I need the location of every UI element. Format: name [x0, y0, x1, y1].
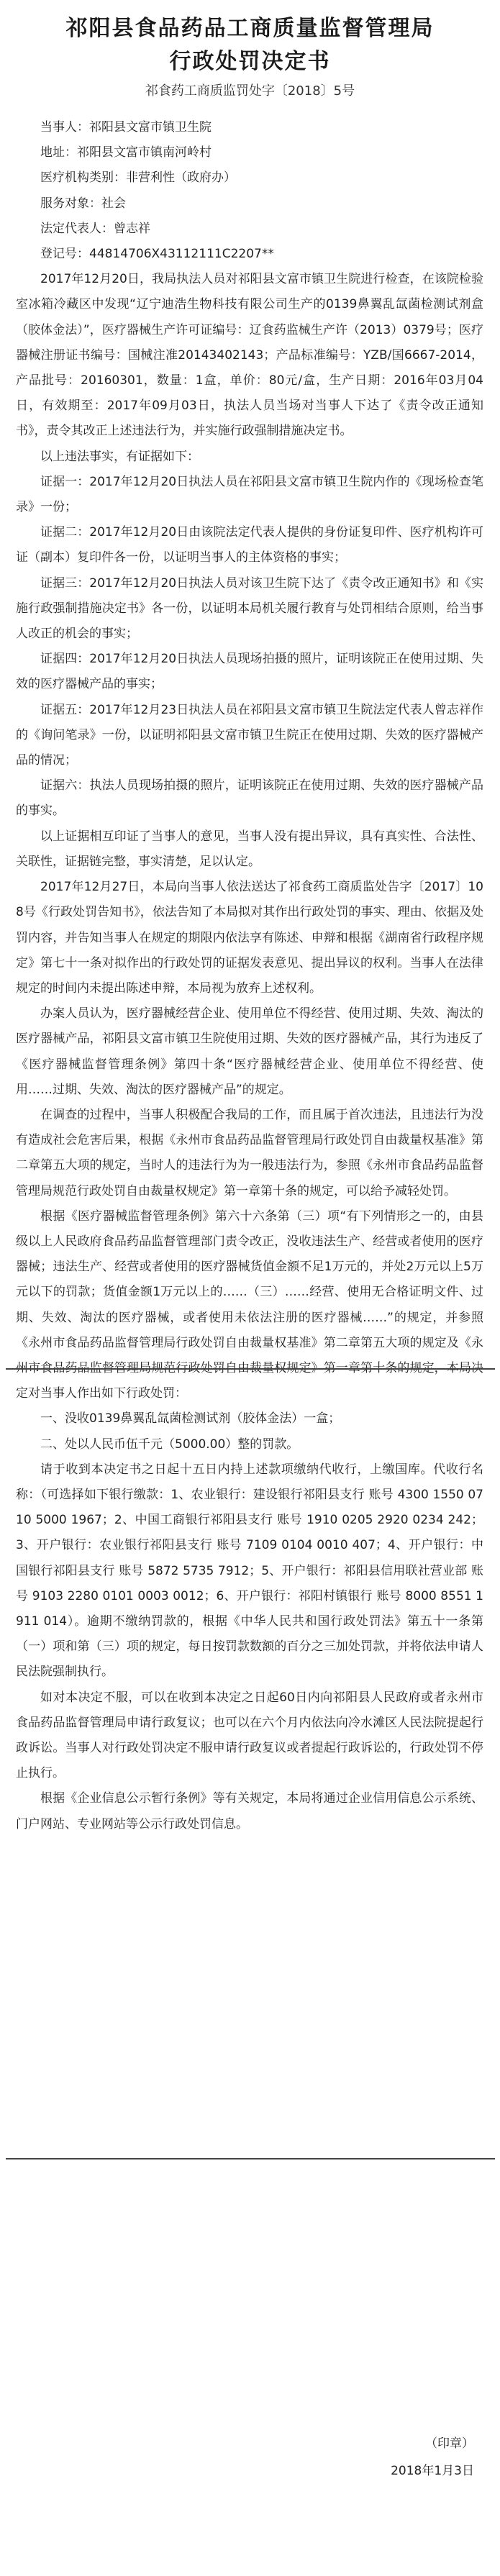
document-title-type: 行政处罚决定书: [169, 49, 331, 74]
evidence-intro: 以上违法事实，有证据如下：: [40, 449, 199, 464]
payment-paragraph: 请于收到本决定书之日起十五日内持上述款项缴纳代收行，上缴国库。代收行名称：（可选择如下银行缴款：1、农业银行：建设银行祁阳县支行 账号 4300 1550 0710 5000 1967；2、中国工商银行祁阳县支行 账号 1910 0205 2920 0234 242；3、开户银行：农业银行祁阳县支行 账号 7109 0104 0010 407；4、开户银行：中国银行祁阳县支行 账号 5872 5735 7912；5、开户银行：祁阳县信用联社营业部 账号 9103 2280 0101 0003 0012；6、开户银行：祁阳村镇银行 账号 8000 8551 1911 014）。逾期不缴纳罚款的，根据《中华人民共和国行政处罚法》第五十一条第（一）项和第（三）项的规定，每日按罚款数额的百分之三加处罚款，并将依法申请人民法院强制执行。: [16, 1462, 483, 1680]
legal-basis-paragraph: 根据《医疗器械监督管理条例》第六十六条第（三）项“有下列情形之一的，由县级以上人民政府食品药品监督管理部门责令改正，没收违法生产、经营或者使用的医疗器械；违法生产、经营或者使用的医疗器械货值金额不足1万元的，并处2万元以上5万元以下的罚款；货值金额1万元以上的……（三）……经营、使用无合格证明文件、过期、失效、淘汰的医疗器械，或者使用未依法注册的医疗器械……”的规定，并参照《永州市食品药品监督管理局行政处罚自由裁量权基准》第二章第五大项的规定及《永州市食品药品监督管理局规范行政处罚自由裁量权规定》第一章第十条的规定，本局决定对当事人作出如下行政处罚：: [16, 1209, 483, 1401]
analysis-paragraph-1: 办案人员认为，医疗器械经营企业、使用单位不得经营、使用过期、失效、淘汰的医疗器械产品，祁阳县文富市镇卫生院使用过期、失效的医疗器械产品，其行为违反了《医疗器械监督管理条例》第四十条“医疗器械经营企业、使用单位不得经营、使用……过期、失效、淘汰的医疗器械产品”的规定。: [16, 1006, 483, 1097]
evidence-5: 证据五：2017年12月23日执法人员在祁阳县文富市镇卫生院法定代表人曾志祥作的《询问笔录》一份，以证明祁阳县文富市镇卫生院正在使用过期、失效的医疗器械产品的情况；: [16, 702, 483, 768]
appeal-paragraph: 如对本决定不服，可以在收到本决定之日起60日内向祁阳县人民政府或者永州市食品药品监督管理局申请行政复议；也可以在六个月内依法向冷水滩区人民法院提起行政诉讼。当事人对行政处罚决定不服申请行政复议或者提起行政诉讼的，行政处罚不停止执行。: [16, 1690, 483, 1781]
penalty-item-2: 二、处以人民币伍千元（5000.00）整的罚款。: [40, 1437, 299, 1452]
procedure-paragraph: 2017年12月27日，本局向当事人依法送达了祁食药工商质监处告字〔2017〕108号《行政处罚告知书》，依法告知了本局拟对其作出行政处罚的事实、理由、依据及处罚内容，并告知当事人在规定的期限内依法享有陈述、申辩和根据《湖南省行政程序规定》第七十一条对拟作出的行政处罚的证据发表意见、提出异议的权利。当事人在法律规定的时间内未提出陈述申辩，本局视为放弃上述权利。: [16, 880, 483, 996]
evidence-2: 证据二：2017年12月20日由该院法定代表人提供的身份证复印件、医疗机构许可证（副本）复印件各一份，以证明当事人的主体资格的事实；: [16, 525, 483, 565]
party-category: 医疗机构类别：非营利性（政府办）: [40, 170, 236, 186]
penalty-item-1: 一、没收0139鼻翼乱氙菌检测试剂（胶体金法）一盒；: [40, 1411, 341, 1426]
document-number: 祁食药工商质监罚处字〔2018〕5号: [145, 83, 355, 99]
evidence-summary: 以上证据相互印证了当事人的意见，当事人没有提出异议，具有真实性、合法性、关联性，证据链完整，事实清楚，足以认定。: [16, 829, 483, 869]
party-service: 服务对象：社会: [40, 196, 126, 211]
party-reg-no: 登记号：44814706X43112111C2207**: [40, 247, 274, 262]
document-body: [16, 115, 483, 1837]
evidence-4: 证据四：2017年12月20日执法人员现场拍摄的照片，证明该院正在使用过期、失效的医疗器械产品的事实；: [16, 652, 483, 692]
party-address: 地址：祁阳县文富市镇南河岭村: [40, 145, 212, 160]
party-legal-rep: 法定代表人：曾志祥: [40, 221, 150, 236]
party-name: 当事人：祁阳县文富市镇卫生院: [40, 120, 212, 135]
facts-paragraph: 2017年12月20日，我局执法人员对祁阳县文富市镇卫生院进行检查，在该院检验室冰箱冷藏区中发现“辽宁迪浩生物科技有限公司生产的0139鼻翼乱氙菌检测试剂盒（胶体金法）”，医疗器械生产许可证编号：辽食药监械生产许（2013）0379号；医疗器械注册证书编号：国械注准20143402143；产品标准编号：YZB/国6667-2014，产品批号：20160301，数量：1盒，单价：80元/盒，生产日期：2016年03月04日，有效期至：2017年09月03日，执法人员当场对当事人下达了《责令改正通知书》，责令其改正上述违法行为，并实施行政强制措施决定书。: [16, 272, 483, 439]
publicity-paragraph: 根据《企业信息公示暂行条例》等有关规定，本局将通过企业信用信息公示系统、门户网站、专业网站等公示行政处罚信息。: [16, 1791, 483, 1831]
document-title-agency: 祁阳县食品药品工商质量监督管理局: [65, 16, 435, 41]
signature-date: 2018年1月3日: [391, 2464, 474, 2478]
evidence-1: 证据一：2017年12月20日执法人员在祁阳县文富市镇卫生院内作的《现场检查笔录》一份；: [16, 474, 483, 515]
evidence-3: 证据三：2017年12月20日执法人员对该卫生院下达了《责令改正通知书》和《实施行政强制措施决定书》各一份，以证明本局机关履行教育与处罚相结合原则，给当事人改正的机会的事实；: [16, 575, 483, 642]
page-separator-line: [6, 1368, 495, 1370]
evidence-6: 证据六：执法人员现场拍摄的照片，证明该院正在使用过期、失效的医疗器械产品的事实。: [16, 778, 483, 819]
analysis-paragraph-2: 在调查的过程中，当事人积极配合我局的工作，而且属于首次违法，且违法行为没有造成社会危害后果，根据《永州市食品药品监督管理局行政处罚自由裁量权基准》第二章第五大项的规定，当时人的违法行为为一般违法行为，参照《永州市食品药品监督管理局规范行政处罚自由裁量权规定》第一章第十条的规定，可以给予减轻处罚。: [16, 1107, 483, 1198]
page-separator-line: [6, 2158, 495, 2159]
seal-mark: （印章）: [425, 2436, 474, 2451]
